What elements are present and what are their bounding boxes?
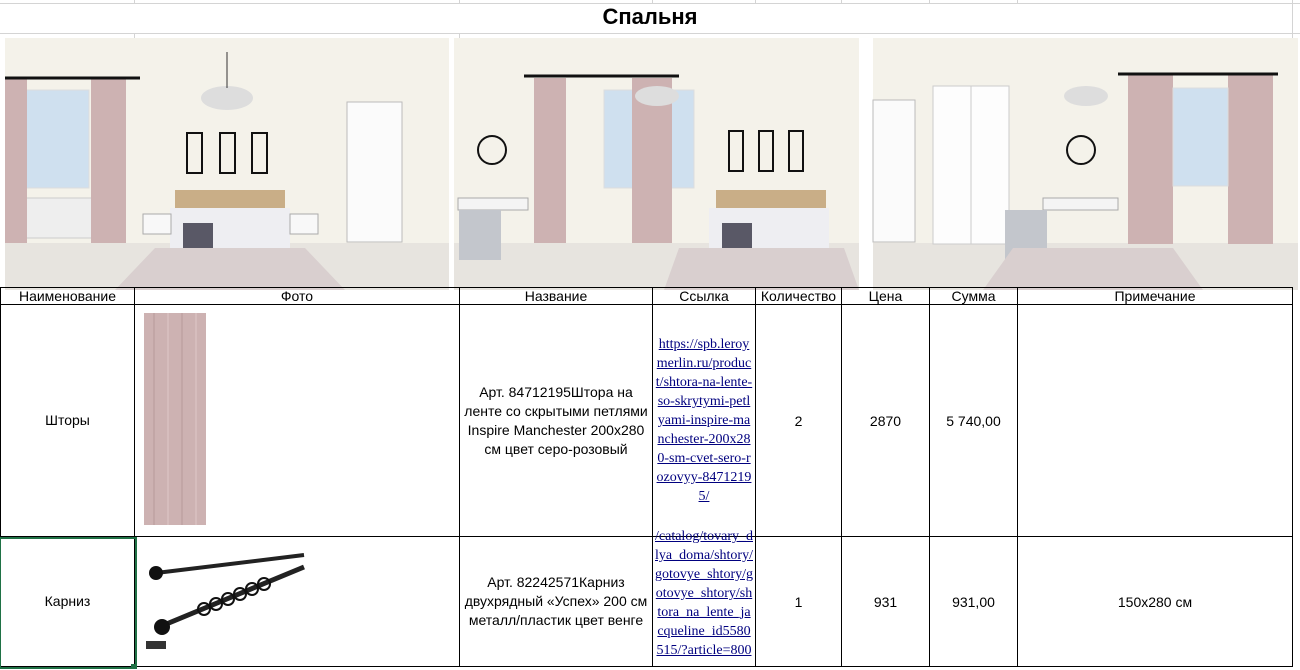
header-row (1, 288, 1293, 305)
cell-quantity[interactable] (756, 305, 842, 537)
curtain-rod-photo-image (144, 553, 306, 658)
cell-quantity[interactable] (756, 537, 842, 667)
header-link[interactable]: Ссылка (653, 288, 756, 305)
header-photo[interactable]: Фото (135, 288, 460, 305)
cell-name[interactable] (1, 305, 135, 537)
bedroom-render-image (873, 38, 1298, 290)
cell-note[interactable] (1018, 305, 1293, 537)
item-sum: 931,00 (952, 593, 995, 610)
header-title[interactable]: Название (460, 288, 653, 305)
header-sum[interactable]: Сумма (930, 288, 1018, 305)
item-price: 2870 (869, 412, 902, 429)
cell-note[interactable] (1018, 537, 1293, 667)
table-row (1, 305, 1293, 537)
sheet-title: Спальня (602, 4, 698, 29)
cell-link[interactable] (653, 305, 756, 537)
curtain-photo-image (144, 313, 206, 525)
header-name[interactable]: Наименование (1, 288, 135, 305)
item-price: 931 (873, 593, 898, 610)
bedroom-render-image (5, 38, 449, 290)
cell-price[interactable] (842, 305, 930, 537)
item-title: Арт. 82242571Карниз двухрядный «Успех» 200 см металл/пластик цвет венге (464, 574, 648, 628)
table-row (1, 537, 1293, 667)
bedroom-render-image (454, 38, 859, 290)
cell-title[interactable] (460, 305, 653, 537)
cell-photo[interactable] (135, 537, 460, 667)
render-view-3[interactable] (873, 38, 1298, 290)
cell-link[interactable] (653, 529, 756, 667)
item-title: Арт. 84712195Штора на ленте со скрытыми петлями Inspire Manchester 200x280 см цвет серо-розовый (464, 383, 648, 457)
item-quantity: 1 (794, 593, 803, 610)
cell-photo[interactable] (135, 305, 460, 537)
render-view-1[interactable] (5, 38, 449, 290)
render-view-2[interactable] (454, 38, 859, 290)
cell-title[interactable] (460, 537, 653, 667)
fill-handle[interactable] (131, 664, 136, 669)
cell-name[interactable] (1, 537, 135, 667)
cell-sum[interactable] (930, 305, 1018, 537)
furniture-table (0, 287, 1293, 667)
header-price[interactable]: Цена (842, 288, 930, 305)
link-clip (653, 527, 755, 657)
item-quantity: 2 (794, 412, 803, 429)
item-link[interactable]: https://spb.leroymerlin.ru/product/shtora-na-lente-so-skrytymi-petlyami-inspire-manchester-200x280-sm-cvet-sero-rozovyy-84712195/ (655, 337, 753, 504)
item-link[interactable]: /catalog/tovary_dlya_doma/shtory/gotovye_shtory/gotovye_shtory/shtora_na_lente_jacqueline_id5580515/?article=800 (655, 529, 753, 658)
gridline (0, 33, 1300, 34)
header-note[interactable]: Примечание (1018, 288, 1293, 305)
cell-price[interactable] (842, 537, 930, 667)
item-sum: 5 740,00 (946, 412, 1001, 429)
item-name: Шторы (45, 412, 90, 428)
item-note: 150x280 см (1117, 593, 1193, 610)
cell-sum[interactable] (930, 537, 1018, 667)
item-name: Карниз (44, 593, 91, 609)
header-quantity[interactable]: Количество (756, 288, 842, 305)
